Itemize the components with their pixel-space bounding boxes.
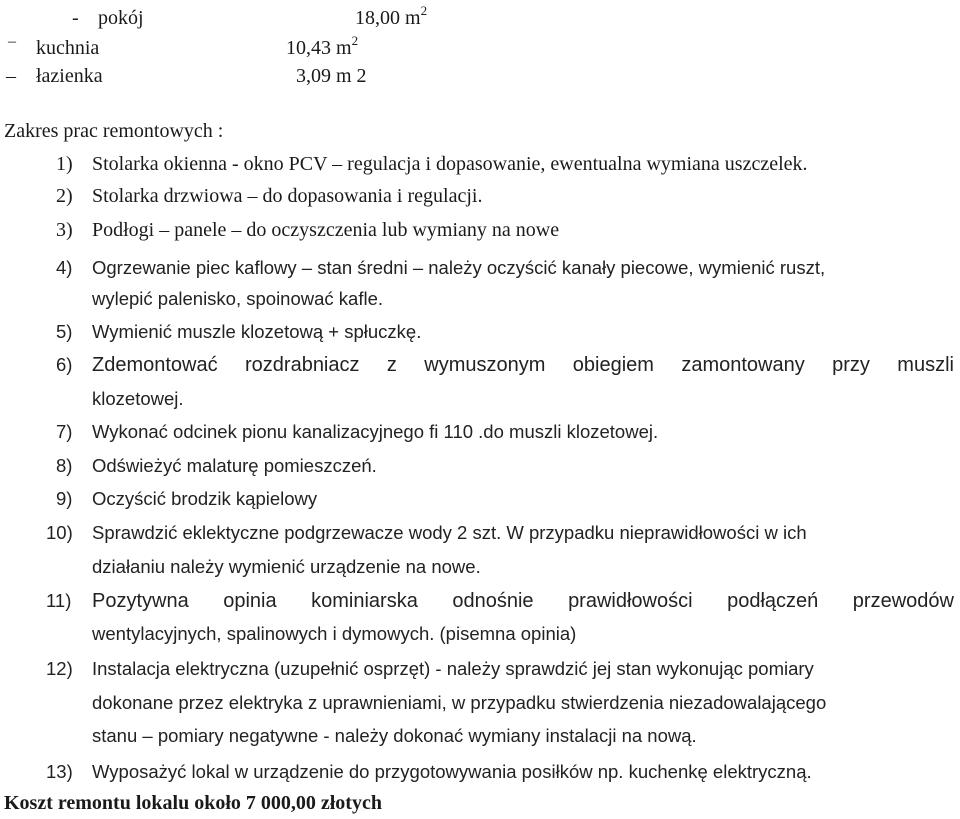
item-number: 10): [46, 522, 73, 543]
room-area-unit-sup: 2: [420, 3, 428, 18]
item-number: 8): [56, 455, 73, 476]
item-number: 3): [56, 219, 73, 241]
room-area-value: 10,43 m: [286, 37, 352, 59]
word: Pozytywna: [92, 590, 189, 612]
item-number: 13): [46, 761, 73, 782]
room-name: pokój: [98, 7, 144, 29]
item-text-line3: stanu – pomiary negatywne - należy dokonać wymiany instalacji na nową.: [92, 725, 697, 746]
item-number: 4): [56, 257, 73, 278]
word: rozdrabniacz: [245, 354, 360, 376]
item-text: Podłogi – panele – do oczyszczenia lub wymiany na nowe: [92, 219, 560, 241]
word: kominiarska: [311, 590, 418, 612]
item-number: 2): [56, 185, 73, 207]
word: muszli: [897, 354, 954, 376]
room-area-unit-sup: 2: [351, 33, 359, 48]
item-text-line1: [92, 353, 954, 377]
word: Zdemontować: [92, 354, 218, 376]
room-marker: –: [6, 65, 16, 87]
item-number: 9): [56, 488, 73, 509]
item-text: Wymienić muszle klozetową + spłuczkę.: [92, 321, 422, 342]
room-name: kuchnia: [36, 37, 100, 59]
word: prawidłowości: [568, 590, 693, 612]
word: odnośnie: [452, 590, 534, 612]
room-area-value: 18,00 m: [355, 7, 421, 29]
word: obiegiem: [572, 354, 654, 376]
room-area-value: 3,09 m 2: [296, 65, 367, 87]
item-number: 12): [46, 658, 73, 679]
item-text-line2: wylepić palenisko, spoinować kafle.: [92, 288, 384, 309]
word: przewodów: [852, 590, 954, 612]
item-text: Wykonać odcinek pionu kanalizacyjnego fi 110 .do muszli klozetowej.: [92, 421, 659, 442]
item-text-line1: Ogrzewanie piec kaflowy – stan średni – należy oczyścić kanały piecowe, wymienić ruszt,: [92, 257, 826, 278]
item-number: 11): [46, 590, 72, 611]
word: z: [386, 354, 397, 376]
item-text-line1: Sprawdzić eklektyczne podgrzewacze wody 2 szt. W przypadku nieprawidłowości w ich: [92, 522, 807, 543]
item-text-line1: [92, 589, 954, 613]
word: opinia: [223, 590, 277, 612]
item-text-line2: wentylacyjnych, spalinowych i dymowych. (pisemna opinia): [92, 623, 577, 644]
item-number: 1): [56, 153, 73, 175]
word: zamontowany: [681, 354, 805, 376]
room-marker: -: [72, 7, 79, 29]
item-text: Stolarka drzwiowa – do dopasowania i regulacji.: [92, 185, 483, 207]
room-marker: –: [8, 33, 16, 50]
item-text: Odświeżyć malaturę pomieszczeń.: [92, 455, 377, 476]
word: przy: [832, 354, 870, 376]
word: wymuszonym: [424, 354, 546, 376]
item-text-line2: działaniu należy wymienić urządzenie na nowe.: [92, 556, 481, 577]
room-area: [355, 3, 428, 30]
item-text-line2: dokonane przez elektryka z uprawnieniami, w przypadku stwierdzenia niezadowalającego: [92, 692, 827, 713]
scope-heading: Zakres prac remontowych :: [4, 120, 224, 142]
word: podłączeń: [727, 590, 819, 612]
item-number: 5): [56, 321, 73, 342]
item-text-line1: Instalacja elektryczna (uzupełnić osprzęt) - należy sprawdzić jej stan wykonując pomiary: [92, 658, 814, 679]
cost-summary: Koszt remontu lokalu około 7 000,00 złotych: [4, 792, 382, 814]
item-text-line2: klozetowej.: [92, 388, 184, 409]
item-text: Stolarka okienna - okno PCV – regulacja i dopasowanie, ewentualna wymiana uszczelek.: [92, 153, 808, 175]
room-area: [286, 33, 359, 60]
room-name: łazienka: [36, 65, 103, 87]
item-number: 6): [56, 354, 73, 375]
item-text: Oczyścić brodzik kąpielowy: [92, 488, 318, 509]
item-text: Wyposażyć lokal w urządzenie do przygotowywania posiłków np. kuchenkę elektryczną.: [92, 761, 812, 782]
item-number: 7): [56, 421, 73, 442]
